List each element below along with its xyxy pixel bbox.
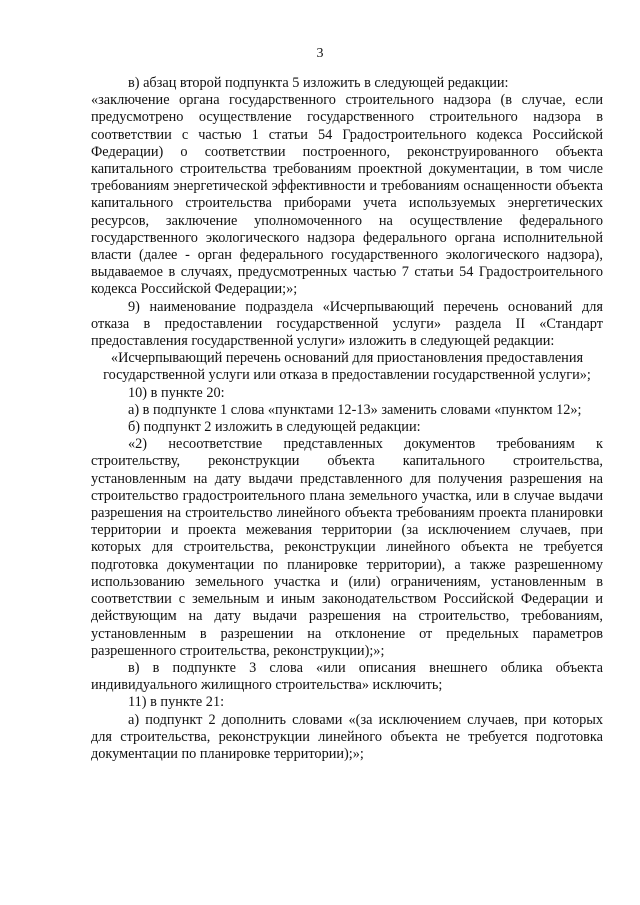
page-number: 3 (316, 46, 324, 61)
paragraph-item-10: 10) в пункте 20: (128, 384, 225, 401)
paragraph-item-11: 11) в пункте 21: (128, 694, 225, 711)
paragraph-quoted-conclusion: «заключение органа государственного строительного надзора (в случае, если предусмотрено осуществление государственного строительного надзора в соответствии с частью 1 статьи 54 Градостроительного кодекса Российской Федерации) о соответствии построенного, реконструированного объекта капитального строительства требованиям проектной документации, в том числе требованиям энергетической эффективности и требованиям оснащенности объекта капитального строительства приборами учета используемых энергетических ресурсов, заключение уполномоченного на осуществление федерального государственного экологического надзора федерального органа исполнительной власти (далее - орган федерального государственного экологического надзора), выдаваемое в случаях, предусмотренных частью 7 статьи 54 Градостроительного кодекса Российской Федерации;»; (91, 92, 603, 298)
paragraph-item-9: 9) наименование подраздела «Исчерпывающий перечень оснований для отказа в предоставлении государственной услуги» раздела II «Стандарт предоставления государственной услуги» изложить в следующей редакции: (91, 298, 603, 350)
paragraph-item-10-b: б) подпункт 2 изложить в следующей редакции: (128, 419, 421, 436)
paragraph-item-10-v: в) в подпункте 3 слова «или описания внешнего облика объекта индивидуального жилищного строительства» исключить; (91, 659, 603, 694)
paragraph-new-subsection-title: «Исчерпывающий перечень оснований для приостановления предоставления государственной услуги или отказа в предоставлении государственной услуги»; (103, 350, 591, 384)
paragraph-item-10-a: а) в подпункте 1 слова «пунктами 12-13» заменить словами «пунктом 12»; (128, 401, 582, 418)
paragraph-amendment-v: в) абзац второй подпункта 5 изложить в следующей редакции: (128, 75, 509, 91)
document-body (91, 75, 603, 763)
paragraph-item-11-a: а) подпункт 2 дополнить словами «(за исключением случаев, при которых для строительства, реконструкции линейного объекта не требуется подготовка документации по планировке территории);»; (91, 711, 603, 762)
paragraph-subitem-2-text: «2) несоответствие представленных документов требованиям к строительству, реконструкции объекта капитального строительства, установленным на дату выдачи представленного для получения разрешения на строительство градостроительного плана земельного участка, или в случае выдачи разрешения на строительство линейного объекта требованиям проекта планировки территории и проекта межевания территории (за исключением случаев, при которых для строительства, реконструкции линейного объекта не требуется подготовка документации по планировке территории), а также разрешенному использованию земельного участка и (или) ограничениям, установленным в соответствии с земельным и иным законодательством Российской Федерации и действующим на дату выдачи разрешения на строительство, требованиям, установленным в разрешении на отклонение от предельных параметров разрешенного строительства, реконструкции);»; (91, 436, 603, 659)
